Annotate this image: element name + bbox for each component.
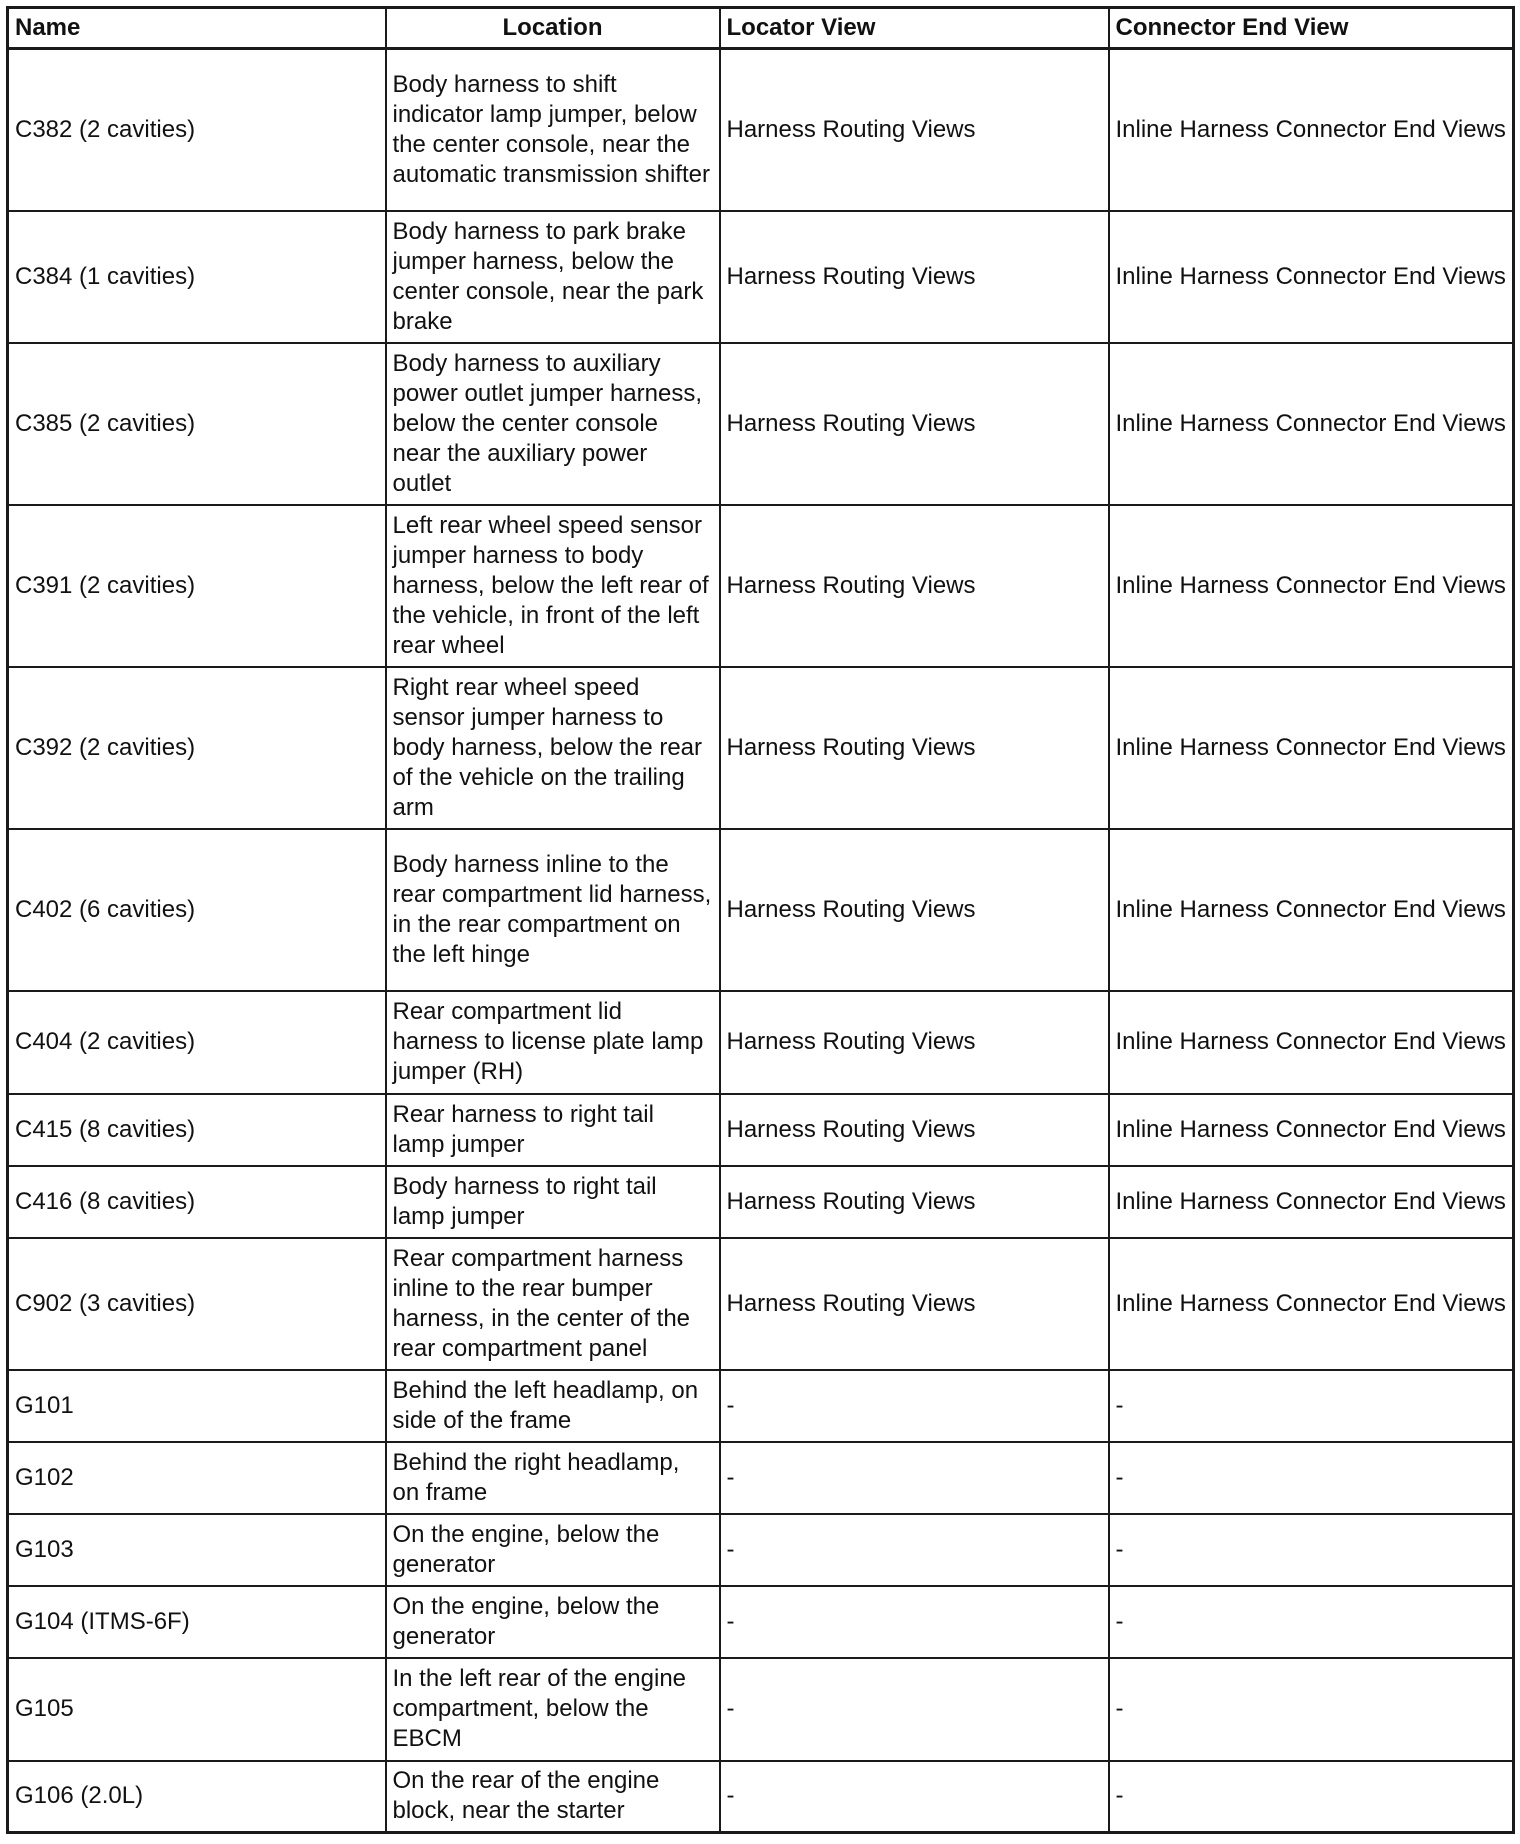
table-row: [8, 1370, 1514, 1442]
cell-connector-end-view: Inline Harness Connector End Views: [1109, 1166, 1514, 1238]
cell-location: In the left rear of the engine compartment, below the EBCM: [386, 1658, 720, 1761]
cell-location: On the engine, below the generator: [386, 1586, 720, 1658]
cell-locator-view: Harness Routing Views: [720, 1166, 1109, 1238]
cell-locator-view: Harness Routing Views: [720, 211, 1109, 343]
cell-connector-end-view: Inline Harness Connector End Views: [1109, 1094, 1514, 1166]
connector-table-page: [6, 6, 1515, 1834]
cell-location: Body harness to shift indicator lamp jumper, below the center console, near the automatic transmission shifter: [386, 49, 720, 211]
cell-connector-end-view: -: [1109, 1761, 1514, 1833]
table-row: [8, 991, 1514, 1094]
cell-locator-view: -: [720, 1658, 1109, 1761]
cell-location: Right rear wheel speed sensor jumper harness to body harness, below the rear of the vehicle on the trailing arm: [386, 667, 720, 829]
table-row: [8, 1658, 1514, 1761]
cell-location: On the engine, below the generator: [386, 1514, 720, 1586]
table-row: [8, 343, 1514, 505]
cell-connector-end-view: Inline Harness Connector End Views: [1109, 505, 1514, 667]
table-row: [8, 1514, 1514, 1586]
cell-name: C384 (1 cavities): [8, 211, 386, 343]
cell-location: Behind the left headlamp, on side of the frame: [386, 1370, 720, 1442]
cell-locator-view: -: [720, 1586, 1109, 1658]
connector-table: [6, 6, 1515, 1834]
cell-locator-view: Harness Routing Views: [720, 343, 1109, 505]
cell-name: C402 (6 cavities): [8, 829, 386, 991]
cell-locator-view: -: [720, 1761, 1109, 1833]
cell-name: G101: [8, 1370, 386, 1442]
cell-connector-end-view: -: [1109, 1658, 1514, 1761]
cell-connector-end-view: -: [1109, 1586, 1514, 1658]
header-location: Location: [386, 8, 720, 49]
cell-name: G104 (ITMS-6F): [8, 1586, 386, 1658]
cell-locator-view: Harness Routing Views: [720, 1094, 1109, 1166]
cell-connector-end-view: Inline Harness Connector End Views: [1109, 991, 1514, 1094]
cell-locator-view: Harness Routing Views: [720, 829, 1109, 991]
cell-name: G105: [8, 1658, 386, 1761]
cell-location: Rear compartment lid harness to license plate lamp jumper (RH): [386, 991, 720, 1094]
cell-connector-end-view: Inline Harness Connector End Views: [1109, 667, 1514, 829]
cell-connector-end-view: -: [1109, 1514, 1514, 1586]
cell-location: Body harness to auxiliary power outlet jumper harness, below the center console near the auxiliary power outlet: [386, 343, 720, 505]
cell-name: C415 (8 cavities): [8, 1094, 386, 1166]
cell-locator-view: Harness Routing Views: [720, 49, 1109, 211]
cell-name: C404 (2 cavities): [8, 991, 386, 1094]
cell-location: Left rear wheel speed sensor jumper harness to body harness, below the left rear of the vehicle, in front of the left rear wheel: [386, 505, 720, 667]
table-row: [8, 211, 1514, 343]
table-row: [8, 1166, 1514, 1238]
cell-connector-end-view: Inline Harness Connector End Views: [1109, 1238, 1514, 1370]
cell-connector-end-view: -: [1109, 1442, 1514, 1514]
cell-location: Body harness to right tail lamp jumper: [386, 1166, 720, 1238]
table-row: [8, 1761, 1514, 1833]
cell-locator-view: Harness Routing Views: [720, 505, 1109, 667]
cell-name: C382 (2 cavities): [8, 49, 386, 211]
cell-locator-view: -: [720, 1514, 1109, 1586]
table-row: [8, 49, 1514, 211]
cell-location: Behind the right headlamp, on frame: [386, 1442, 720, 1514]
cell-name: G102: [8, 1442, 386, 1514]
cell-location: Body harness inline to the rear compartment lid harness, in the rear compartment on the left hinge: [386, 829, 720, 991]
table-row: [8, 1442, 1514, 1514]
cell-connector-end-view: Inline Harness Connector End Views: [1109, 343, 1514, 505]
header-name: Name: [8, 8, 386, 49]
table-row: [8, 1238, 1514, 1370]
header-locator-view: Locator View: [720, 8, 1109, 49]
table-row: [8, 829, 1514, 991]
cell-location: On the rear of the engine block, near the starter: [386, 1761, 720, 1833]
cell-location: Rear harness to right tail lamp jumper: [386, 1094, 720, 1166]
table-row: [8, 1094, 1514, 1166]
cell-name: C902 (3 cavities): [8, 1238, 386, 1370]
header-connector-end-view: Connector End View: [1109, 8, 1514, 49]
cell-locator-view: -: [720, 1442, 1109, 1514]
cell-location: Body harness to park brake jumper harness, below the center console, near the park brake: [386, 211, 720, 343]
cell-locator-view: -: [720, 1370, 1109, 1442]
cell-connector-end-view: -: [1109, 1370, 1514, 1442]
table-row: [8, 667, 1514, 829]
header-row: [8, 8, 1514, 49]
cell-name: C385 (2 cavities): [8, 343, 386, 505]
cell-connector-end-view: Inline Harness Connector End Views: [1109, 829, 1514, 991]
table-row: [8, 1586, 1514, 1658]
cell-name: C416 (8 cavities): [8, 1166, 386, 1238]
cell-location: Rear compartment harness inline to the rear bumper harness, in the center of the rear compartment panel: [386, 1238, 720, 1370]
cell-name: G106 (2.0L): [8, 1761, 386, 1833]
cell-connector-end-view: Inline Harness Connector End Views: [1109, 49, 1514, 211]
cell-name: C392 (2 cavities): [8, 667, 386, 829]
cell-connector-end-view: Inline Harness Connector End Views: [1109, 211, 1514, 343]
cell-name: G103: [8, 1514, 386, 1586]
table-row: [8, 505, 1514, 667]
cell-locator-view: Harness Routing Views: [720, 991, 1109, 1094]
cell-name: C391 (2 cavities): [8, 505, 386, 667]
cell-locator-view: Harness Routing Views: [720, 667, 1109, 829]
cell-locator-view: Harness Routing Views: [720, 1238, 1109, 1370]
